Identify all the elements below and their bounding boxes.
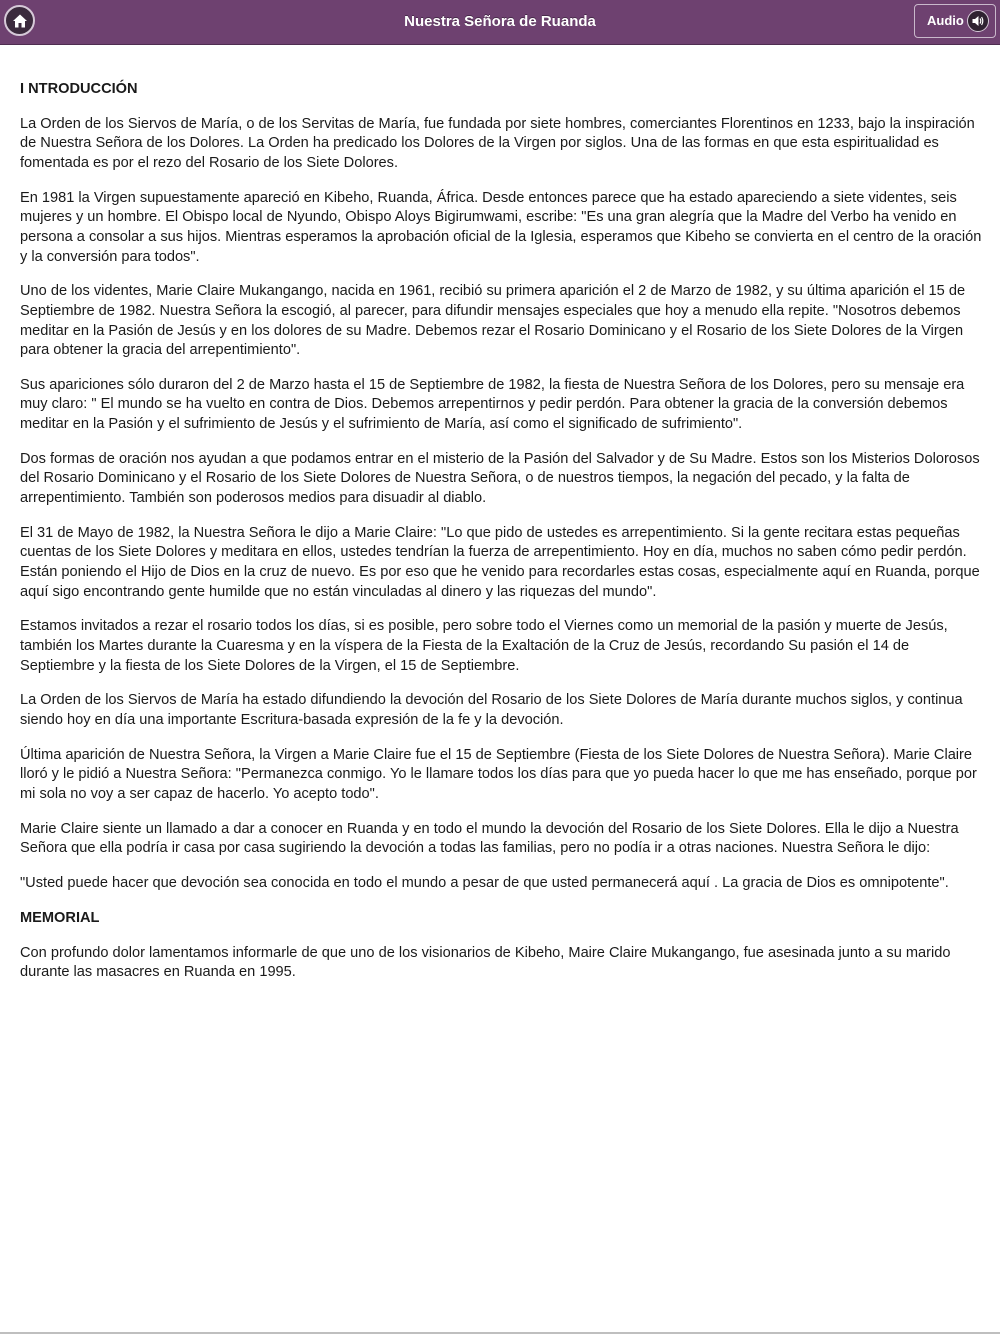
paragraph: En 1981 la Virgen supuestamente apareció en Kibeho, Ruanda, África. Desde entonces parece que ha estado apareciendo a siete videntes, seis mujeres y un hombre. El Obispo local de Nyundo, Obispo Aloys Bigirumwami, escribe: "Es una gran alegría que la Madre del Verbo ha venido en persona a consolar a sus hijos. Mientras esperamos la aprobación oficial de la Iglesia, esperamos que Kibeho se convierta en el centro de la oración y la conversión para todos". (20, 189, 982, 265)
speaker-icon (967, 10, 989, 32)
home-button[interactable] (4, 5, 35, 36)
intro-heading: I NTRODUCCIÓN (20, 81, 138, 97)
paragraph: Dos formas de oración nos ayudan a que podamos entrar en el misterio de la Pasión del Salvador y de Su Madre. Estos son los Misterios Dolorosos del Rosario Dominicano y el Rosario de los Siete Dolores de Nuestra Señora, o de nuestros tiempos, la negación del pecado, y la falta de arrepentimiento. También son poderosos medios para disuadir al diablo. (20, 450, 980, 507)
paragraph: "Usted puede hacer que devoción sea conocida en todo el mundo a pesar de que usted permanecerá aquí . La gracia de Dios es omnipotente". (20, 875, 949, 892)
page-title: Nuestra Señora de Ruanda (404, 13, 596, 30)
paragraph: La Orden de los Siervos de María, o de los Servitas de María, fue fundada por siete hombres, comerciantes Florentinos en 1233, bajo la inspiración de Nuestra Señora de los Dolores. La Orden ha predicado los Dolores de la Virgen por siglos. Una de las formas en que esta espiritualidad es fomentada es por el rezo del Rosario de los Siete Dolores. (20, 115, 975, 171)
memorial-paragraph: Con profundo dolor lamentamos informarle de que uno de los visionarios de Kibeho, Maire Claire Mukangango, fue asesinada junto a su marido durante las masacres en Ruanda en 1995. (20, 944, 951, 981)
paragraph: Estamos invitados a rezar el rosario todos los días, si es posible, pero sobre todo el Viernes como un memorial de la pasión y muerte de Jesús, también los Martes durante la Cuaresma y en la víspera de la Fiesta de la Exaltación de la Cruz de Jesús, recordando Su pasión el 14 de Septiembre y la fiesta de los Siete Dolores de la Virgen, el 15 de Septiembre. (20, 618, 948, 674)
paragraph: Marie Claire siente un llamado a dar a conocer en Ruanda y en todo el mundo la devoción del Rosario de los Siete Dolores. Ella le dijo a Nuestra Señora que ella podría ir casa por casa sugiriendo la devoción a todas las familias, pero no podía ir a otras naciones. Nuestra Señora le dijo: (20, 820, 959, 857)
article-content (20, 80, 982, 998)
paragraph: Uno de los videntes, Marie Claire Mukangango, nacida en 1961, recibió su primera aparición el 2 de Marzo de 1982, y su última aparición el 15 de Septiembre de 1982. Nuestra Señora la escogió, al parecer, para difundir mensajes especiales que hoy a menudo ella repite. "Nosotros debemos meditar en la Pasión de Jesús y en los dolores de su Madre. Debemos rezar el Rosario Dominicano y el Rosario de los Siete Dolores de la Virgen para obtener la gracia del arrepentimiento". (20, 283, 966, 359)
paragraph: La Orden de los Siervos de María ha estado difundiendo la devoción del Rosario de los Siete Dolores de María durante muchos siglos, y continua siendo hoy en día una importante Escritura-basada expresión de la fe y la devoción. (20, 692, 963, 728)
paragraph: El 31 de Mayo de 1982, la Nuestra Señora le dijo a Marie Claire: "Lo que pido de ustedes es arrepentimiento. Si la gente recitara estas pequeñas cuentas de los Siete Dolores y meditara en ellos, ustedes tendrían la fuerza de arrepentimiento. Hoy en día, muchos no saben cómo pedir perdón. Están poniendo el Hijo de Dios en la cruz de nuevo. Es por eso que he venido para recordarles estas cosas, especialmente aquí en Ruanda, porque aquí sigo encontrando gente humilde que no están vinculadas al dinero y las riquezas del mundo". (20, 524, 980, 600)
home-icon (12, 13, 28, 29)
audio-button[interactable] (914, 4, 996, 38)
memorial-heading: MEMORIAL (20, 909, 100, 926)
paragraph: Última aparición de Nuestra Señora, la Virgen a Marie Claire fue el 15 de Septiembre (Fiesta de los Siete Dolores de Nuestra Señora). Marie Claire lloró y le pidió a Nuestra Señora: "Permanezca conmigo. Yo le llamare todos los días para que yo pueda hacer lo que me has enseñado, porque por mi sola no voy a ser capaz de hacerlo. Yo acepto todo". (20, 746, 977, 802)
navigation-bar (0, 0, 1000, 44)
paragraph: Sus apariciones sólo duraron del 2 de Marzo hasta el 15 de Septiembre de 1982, la fiesta de Nuestra Señora de los Dolores, pero su mensaje era muy claro: " El mundo se ha vuelto en contra de Dios. Debemos arrepentirnos y pedir perdón. Para obtener la gracia de la conversión debemos meditar en la Pasión y el sufrimiento de Jesús y el sufrimiento de María, así como el significado de sufrimiento". (20, 376, 965, 433)
audio-button-label: Audio (927, 13, 964, 28)
